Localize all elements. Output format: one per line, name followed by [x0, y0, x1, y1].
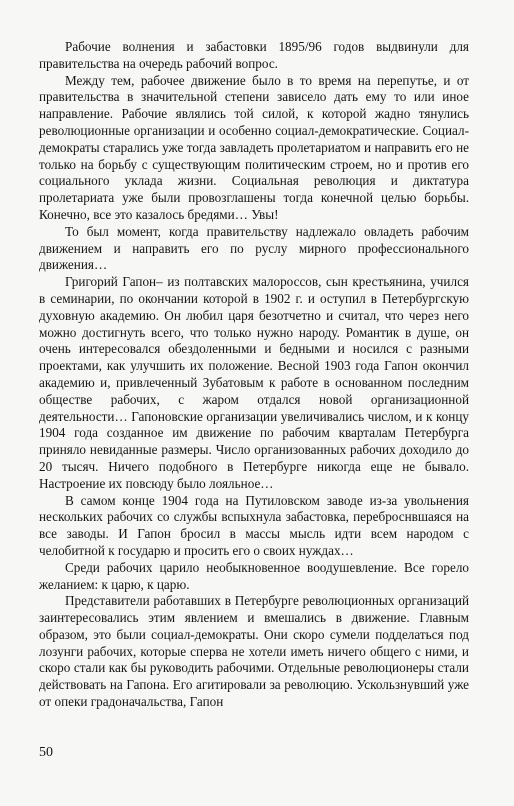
page-number: 50 [39, 745, 53, 760]
paragraph: Среди рабочих царило необыкновенное воодушевление. Все горело желанием: к царю, к царю. [39, 559, 469, 592]
paragraph: То был момент, когда правительству надлежало овладеть рабочим движением и направить его по руслу мирного профессионального движения… [39, 223, 469, 273]
body-text [39, 39, 469, 711]
paragraph: В самом конце 1904 года на Путиловском заводе из-за увольнения нескольких рабочих со службы вспыхнула забастовка, переброснвшаяся на все заводы. И Гапон бросил в массы мысль идти всем народом с челобитной к государю и просить его о своих нуждах… [39, 492, 469, 558]
paragraph: Григорий Гапон– из полтавских малороссов, сын крестьянина, учился в семинарии, по окончании которой в 1902 г. и оступил в Петербургскую духовную академию. Он любил царя безотчетно и считал, что через него можно достигнуть всего, что только нужно народу. Романтик в душе, он очень интересовался обездоленными и бедными и носился с разными проектами, как улучшить их положение. Весной 1903 года Гапон окончил академию и, привлеченный Зубатовым к работе в основанном последним обществе рабочих, с жаром отдался новой организационной деятельности… Гапоновские организации увеличивались числом, и к концу 1904 года созданное им движение по рабочим кварталам Петербурга приняло невиданные размеры. Число организованных рабочих доходило до 20 тысяч. Ничего подобного в Петербурге никогда еще не бывало. Настроение их повсюду было лояльное… [39, 274, 469, 491]
paragraph: Между тем, рабочее движение было в то время на перепутье, и от правительства в значительной степени зависело дать ему то или иное направление. Рабочие являлись той силой, к которой жадно тянулись революционные организации и особенно социал-демократические. Социал-демократы старались уже тогда завладеть пролетариатом и направить его не только на борьбу с существующим политическим строем, но и против его социального уклада жизни. Социальная революция и диктатура пролетариата уже были провозглашены тогда конечной целью борьбы. Конечно, все это казалось бредями… Увы! [39, 72, 469, 222]
paragraph: Рабочие волнения и забастовки 1895/96 годов выдвинули для правительства на очередь рабочий вопрос. [39, 39, 469, 71]
paragraph: Представители работавших в Петербурге революционных организаций заинтересовались этим явлением и вмешались в движение. Главным образом, это были социал-демократы. Они скоро сумели подделаться под лозунги рабочих, которые сперва не хотели иметь ничего общего с ними, и скоро стали как бы руководить рабочими. Отдельные революционеры стали действовать на Гапона. Его агитировали за революцию. Ускользнувший уже от опеки градоначальства, Гапон [39, 593, 469, 710]
